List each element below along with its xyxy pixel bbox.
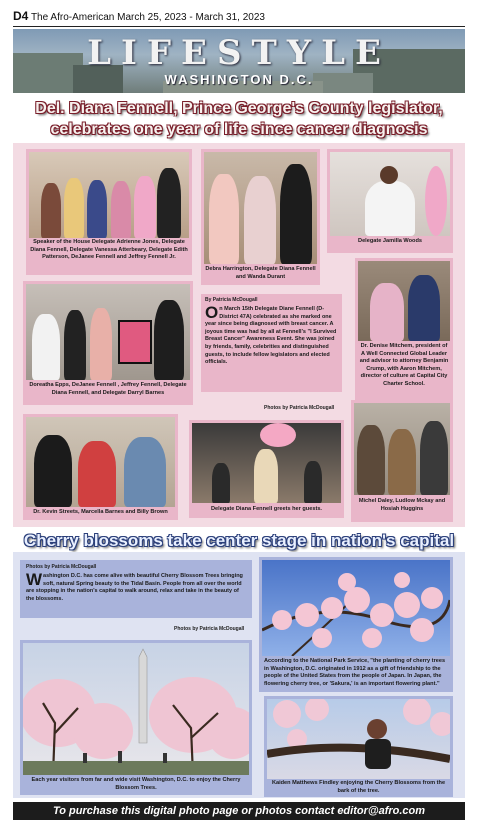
story1-dropcap: O [205,303,219,322]
story2-article-box [20,560,252,618]
photo-panel-5 [23,281,193,405]
header-rule [13,26,465,27]
caption-2: Debra Harrington, Delegate Diana Fennell and Wanda Durant [205,266,316,280]
child-on-tree-illustration [267,699,450,779]
story2-headline: Cherry blossoms take center stage in nation's capital [23,531,455,550]
story1-article-box [201,294,342,392]
story1-headline-line2: celebrates one year of life since cancer diagnosis [50,121,428,138]
photo-streets-barnes-brown [26,417,175,507]
page-header [13,9,465,25]
photo-panel-cherry-3 [264,696,453,797]
issue-date: March 25, 2023 - March 31, 2023 [117,12,265,23]
photo-jamilla-woods [330,152,450,236]
purchase-footer: To purchase this digital photo page or photos contact editor@afro.com [13,802,465,820]
caption-8: Michel Daley, Ludlow Mckay and Hosiah Huggins [358,498,446,512]
caption-cherry-3: Kaiden Matthews Findley enjoying the Cherry Blossoms from the bark of the tree. [271,780,446,794]
photo-panel-3 [327,149,453,253]
caption-cherry-1: According to the National Park Service, "the planting of cherry trees in Washington, D.C. originated in 1912 as a gift of friendship to the people of the United States from the people of Japan. In Japan, the flowering cherry tree, or 'Sakura,' is an important flowering plant." [264,658,446,687]
page-number: D4 [13,9,29,23]
caption-3: Delegate Jamilla Woods [358,238,422,244]
caption-4: Dr. Denise Mitchem, president of A Well Connected Global Leader and advisor to attorney Benjamin Crump, with Aaron Mitchem, director of culture at Capital City Charter School. [359,343,449,387]
publication-name: The Afro-American [30,12,115,23]
story1-headline-line1: Del. Diana Fennell, Prince George's County legislator, [35,100,443,117]
photo-panel-2 [201,149,320,285]
photo-panel-cherry-2 [20,640,252,795]
photo-cherry-branches [262,560,450,656]
photo-cherry-monument [23,643,249,775]
photo-denise-aaron-mitchem [358,261,450,341]
story1-byline: By Patricia McDougall [205,297,258,303]
photo-panel-8 [351,400,453,522]
photo-panel-7 [189,420,344,518]
cherry-blossom-illustration [262,560,450,656]
lifestyle-banner [13,29,465,93]
photo-daley-mckay-huggins [354,403,450,495]
banner-title: LIFESTYLE [87,33,391,73]
photo-epps-fennell-barnes [26,284,190,380]
story1-body: On March 15th Delegate Diane Fennell (D-District 47A) celebrated as she marked one year since being diagnosed with breast cancer. A joyous time was had by all at Fennell's "I Survived Breast Cancer" Awareness Event. She was joined by friends, family, celebrities and distinguished guests, to include fellow legislators and elected officials. [205,303,337,366]
banner-subtitle: WASHINGTON D.C. [164,72,314,87]
photo-panel-1 [26,149,192,275]
story2-body: Washington D.C. has come alive with beautiful Cherry Blossom Trees bringing soft, natural Spring beauty to the Tidal Basin. People from all over the world are stopping in the nation's capital to walk around, relax and take in the beauty of the blossoms. [26,570,243,602]
story1-headline [13,98,465,140]
caption-7: Delegate Diana Fennell greets her guests. [211,506,322,512]
photo-panel-6 [23,414,178,520]
story1-photo-credit: Photos by Patricia McDougall [264,405,335,411]
caption-1: Speaker of the House Delegate Adrienne Jones, Delegate Diana Fennell, Delegate Vanessa Atterbeary, Delegate Edith Patterson, DeJanee Fennell and Jeffrey Fennell Jr. [30,239,188,260]
story2-byline: Photos by Patricia McDougall [26,564,97,570]
photo-panel-4 [355,258,453,400]
story2-dropcap: W [26,570,43,589]
photo-panel-cherry-1 [259,557,453,692]
monument-and-trees-illustration [23,643,249,775]
caption-6: Dr. Kevin Streets, Marcella Barnes and Billy Brown [33,509,168,515]
photo-fennell-greets-guests [192,423,341,503]
caption-cherry-2: Each year visitors from far and wide visit Washington, D.C. to enjoy the Cherry Blossom Trees. [31,777,241,791]
caption-5: Doreatha Epps, DeJanee Fennell , Jeffrey Fennell, Delegate Diana Fennell, and Delegate Darryl Barnes [29,382,187,396]
photo-kaiden-findley [267,699,450,779]
story2-photo-credit: Photos by Patricia McDougall [174,626,245,632]
photo-speaker-group [29,152,189,238]
photo-harrington-fennell-durant [204,152,317,264]
